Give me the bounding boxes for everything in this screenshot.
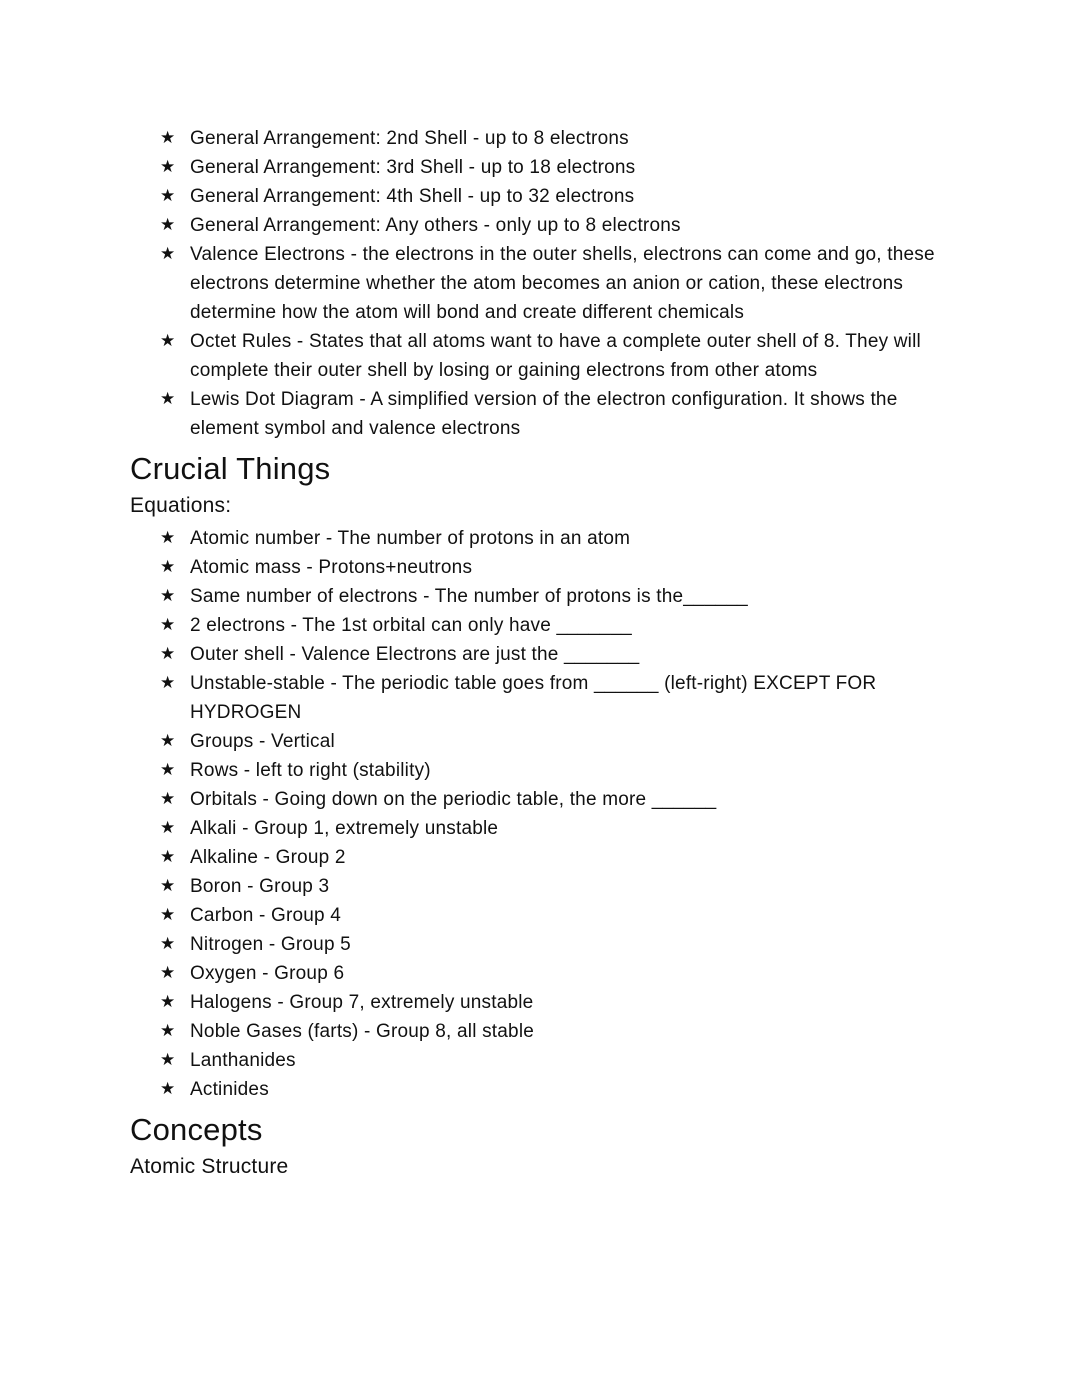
list-item: ★ Same number of electrons - The number of protons is the______	[190, 582, 935, 611]
list-item: ★ Alkali - Group 1, extremely unstable	[190, 814, 935, 843]
list-item: ★ Atomic mass - Protons+neutrons	[190, 553, 935, 582]
list-item: ★ Unstable-stable - The periodic table goes from ______ (left-right) EXCEPT FOR HYDROGEN	[190, 669, 935, 727]
subheading-atomic-structure: Atomic Structure	[130, 1155, 289, 1178]
heading-concepts: Concepts	[130, 1112, 263, 1147]
list-item: ★ Nitrogen - Group 5	[190, 930, 935, 959]
list-item: ★ Alkaline - Group 2	[190, 843, 935, 872]
subheading-equations: Equations:	[130, 494, 232, 517]
list-item: ★ Boron - Group 3	[190, 872, 935, 901]
list-item: ★ Actinides	[190, 1075, 935, 1104]
list-item: ★ Atomic number - The number of protons in an atom	[190, 524, 935, 553]
list-item: ★ General Arrangement: Any others - only up to 8 electrons	[190, 211, 935, 240]
list-item: ★ Lewis Dot Diagram - A simplified version of the electron configuration. It shows the element symbol and valence electrons	[190, 385, 935, 443]
shell-arrangement-list	[130, 124, 950, 443]
list-item: ★ Noble Gases (farts) - Group 8, all stable	[190, 1017, 935, 1046]
list-item: ★ Oxygen - Group 6	[190, 959, 935, 988]
list-item: ★ 2 electrons - The 1st orbital can only have _______	[190, 611, 935, 640]
list-item: ★ Groups - Vertical	[190, 727, 935, 756]
list-item: ★ Halogens - Group 7, extremely unstable	[190, 988, 935, 1017]
list-item: ★ Octet Rules - States that all atoms want to have a complete outer shell of 8. They will complete their outer shell by losing or gaining electrons from other atoms	[190, 327, 935, 385]
list-item: ★ Rows - left to right (stability)	[190, 756, 935, 785]
list-item: ★ Orbitals - Going down on the periodic table, the more ______	[190, 785, 935, 814]
list-item: ★ General Arrangement: 4th Shell - up to 32 electrons	[190, 182, 935, 211]
list-item: ★ Outer shell - Valence Electrons are just the _______	[190, 640, 935, 669]
list-item: ★ General Arrangement: 3rd Shell - up to 18 electrons	[190, 153, 935, 182]
list-item: ★ Lanthanides	[190, 1046, 935, 1075]
heading-crucial-things: Crucial Things	[130, 451, 331, 486]
list-item: ★ Valence Electrons - the electrons in the outer shells, electrons can come and go, these electrons determine whether the atom becomes an anion or cation, these electrons determine how the atom will bond and create different chemicals	[190, 240, 935, 327]
equations-list	[130, 524, 950, 1104]
list-item: ★ Carbon - Group 4	[190, 901, 935, 930]
list-item: ★ General Arrangement: 2nd Shell - up to 8 electrons	[190, 124, 935, 153]
